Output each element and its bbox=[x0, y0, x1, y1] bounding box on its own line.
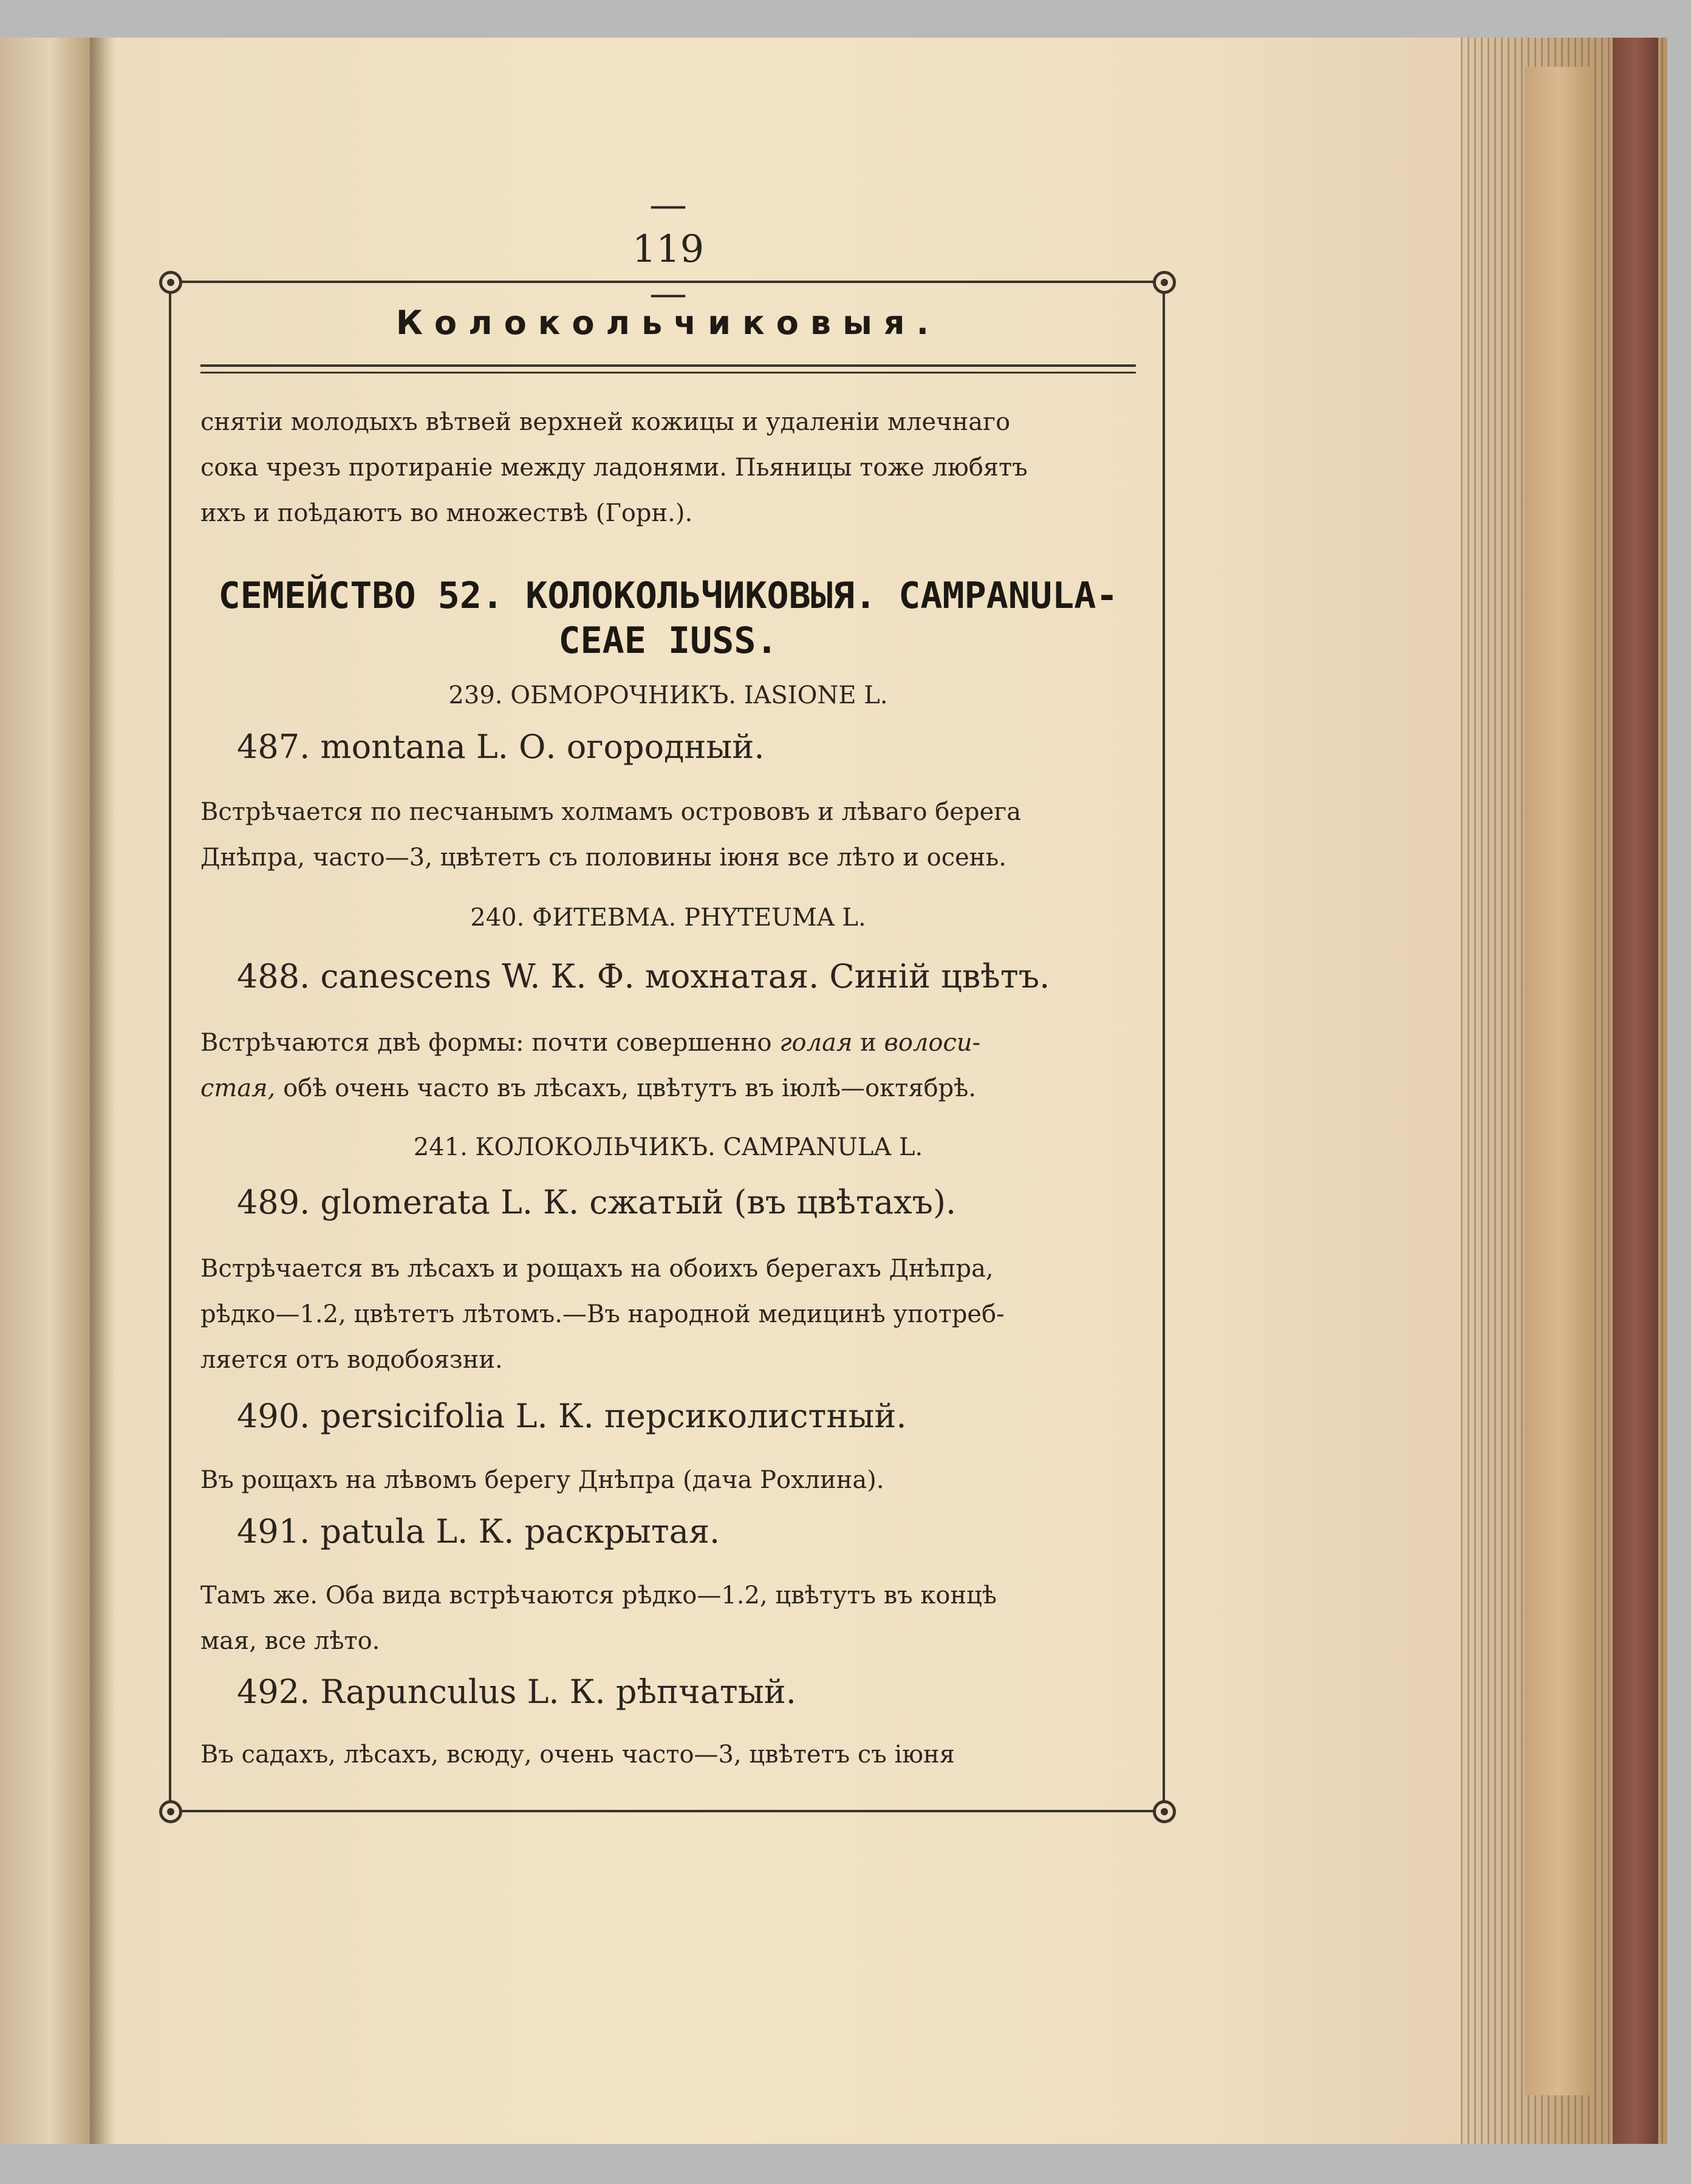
description-text: Встрѣчаются двѣ формы: почти совершенно bbox=[200, 1029, 772, 1057]
description-line: Встрѣчается въ лѣсахъ и рощахъ на обоихъ берегахъ Днѣпра, bbox=[200, 1255, 994, 1283]
species-heading: 488. canescens W. К. Ф. мохнатая. Синій цвѣтъ. bbox=[237, 957, 1050, 995]
description-line: Тамъ же. Оба вида встрѣчаются рѣдко—1.2, цвѣтутъ въ концѣ bbox=[200, 1582, 997, 1609]
description-line bbox=[200, 1020, 1136, 1066]
description-line: Въ рощахъ на лѣвомъ берегу Днѣпра (дача Рохлина). bbox=[200, 1466, 884, 1494]
description-text: и bbox=[860, 1029, 876, 1057]
family-heading-cont: CEAE IUSS. bbox=[558, 619, 778, 662]
species-heading: 489. glomerata L. К. сжатый (въ цвѣтахъ). bbox=[237, 1183, 957, 1221]
description-line: Въ садахъ, лѣсахъ, всюду, очень часто—3, цвѣтетъ съ іюня bbox=[200, 1741, 955, 1769]
description-text: обѣ очень часто въ лѣсахъ, цвѣтутъ въ іюлѣ—октябрѣ. bbox=[283, 1074, 977, 1102]
page-number: — 119 — bbox=[632, 182, 705, 315]
corner-ornament-icon bbox=[1153, 1800, 1176, 1823]
description-line: рѣдко—1.2, цвѣтетъ лѣтомъ.—Въ народной медицинѣ употреб- bbox=[200, 1300, 1005, 1328]
intro-line: ихъ и поѣдаютъ во множествѣ (Горн.). bbox=[200, 499, 693, 527]
description-line bbox=[200, 1066, 1136, 1111]
frame-top-rule bbox=[169, 281, 1165, 283]
genus-heading: 241. КОЛОКОЛЬЧИКЪ. CAMPANULA L. bbox=[413, 1133, 923, 1161]
genus-heading: 240. ФИТЕВМА. PHYTEUMA L. bbox=[470, 904, 866, 932]
left-page-edge bbox=[0, 38, 91, 2144]
description-line: Встрѣчается по песчанымъ холмамъ острововъ и лѣваго берега bbox=[200, 798, 1022, 826]
species-heading: 487. montana L. О. огородный. bbox=[237, 728, 765, 766]
running-head: Колокольчиковыя. bbox=[395, 304, 941, 342]
frame-bottom-rule bbox=[169, 1810, 1165, 1812]
header-rule bbox=[200, 364, 1136, 367]
intro-line: снятіи молодыхъ вѣтвей верхней кожицы и удаленіи млечнаго bbox=[200, 408, 1011, 436]
species-heading: 490. persicifolia L. К. персиколистный. bbox=[237, 1397, 907, 1435]
description-line: ляется отъ водобоязни. bbox=[200, 1346, 503, 1374]
corner-ornament-icon bbox=[1153, 271, 1176, 294]
species-heading: 492. Rapunculus L. К. рѣпчатый. bbox=[237, 1673, 796, 1711]
intro-line: сока чрезъ протираніе между ладонями. Пьяницы тоже любятъ bbox=[200, 454, 1028, 482]
book-gutter bbox=[90, 38, 114, 2144]
frame-left-rule bbox=[169, 281, 171, 1812]
corner-ornament-icon bbox=[159, 271, 182, 294]
family-heading: СЕМЕЙСТВО 52. КОЛОКОЛЬЧИКОВЫЯ. CAMPANULA- bbox=[218, 575, 1118, 617]
description-line: мая, все лѣто. bbox=[200, 1627, 380, 1655]
header-rule-thin bbox=[200, 372, 1136, 374]
species-heading: 491. patula L. К. раскрытая. bbox=[237, 1512, 720, 1551]
genus-heading: 239. ОБМОРОЧНИКЪ. IASIONE L. bbox=[448, 681, 888, 709]
description-line: Днѣпра, часто—3, цвѣтетъ съ половины іюня все лѣто и осень. bbox=[200, 844, 1006, 872]
description-italic: волоси- bbox=[884, 1029, 981, 1057]
frame-right-rule bbox=[1163, 281, 1165, 1812]
page-stack-strip bbox=[1525, 67, 1591, 2095]
corner-ornament-icon bbox=[159, 1800, 182, 1823]
description-italic: стая, bbox=[200, 1074, 276, 1102]
description-italic: голая bbox=[779, 1029, 853, 1057]
book-cover-edge bbox=[1613, 38, 1658, 2144]
